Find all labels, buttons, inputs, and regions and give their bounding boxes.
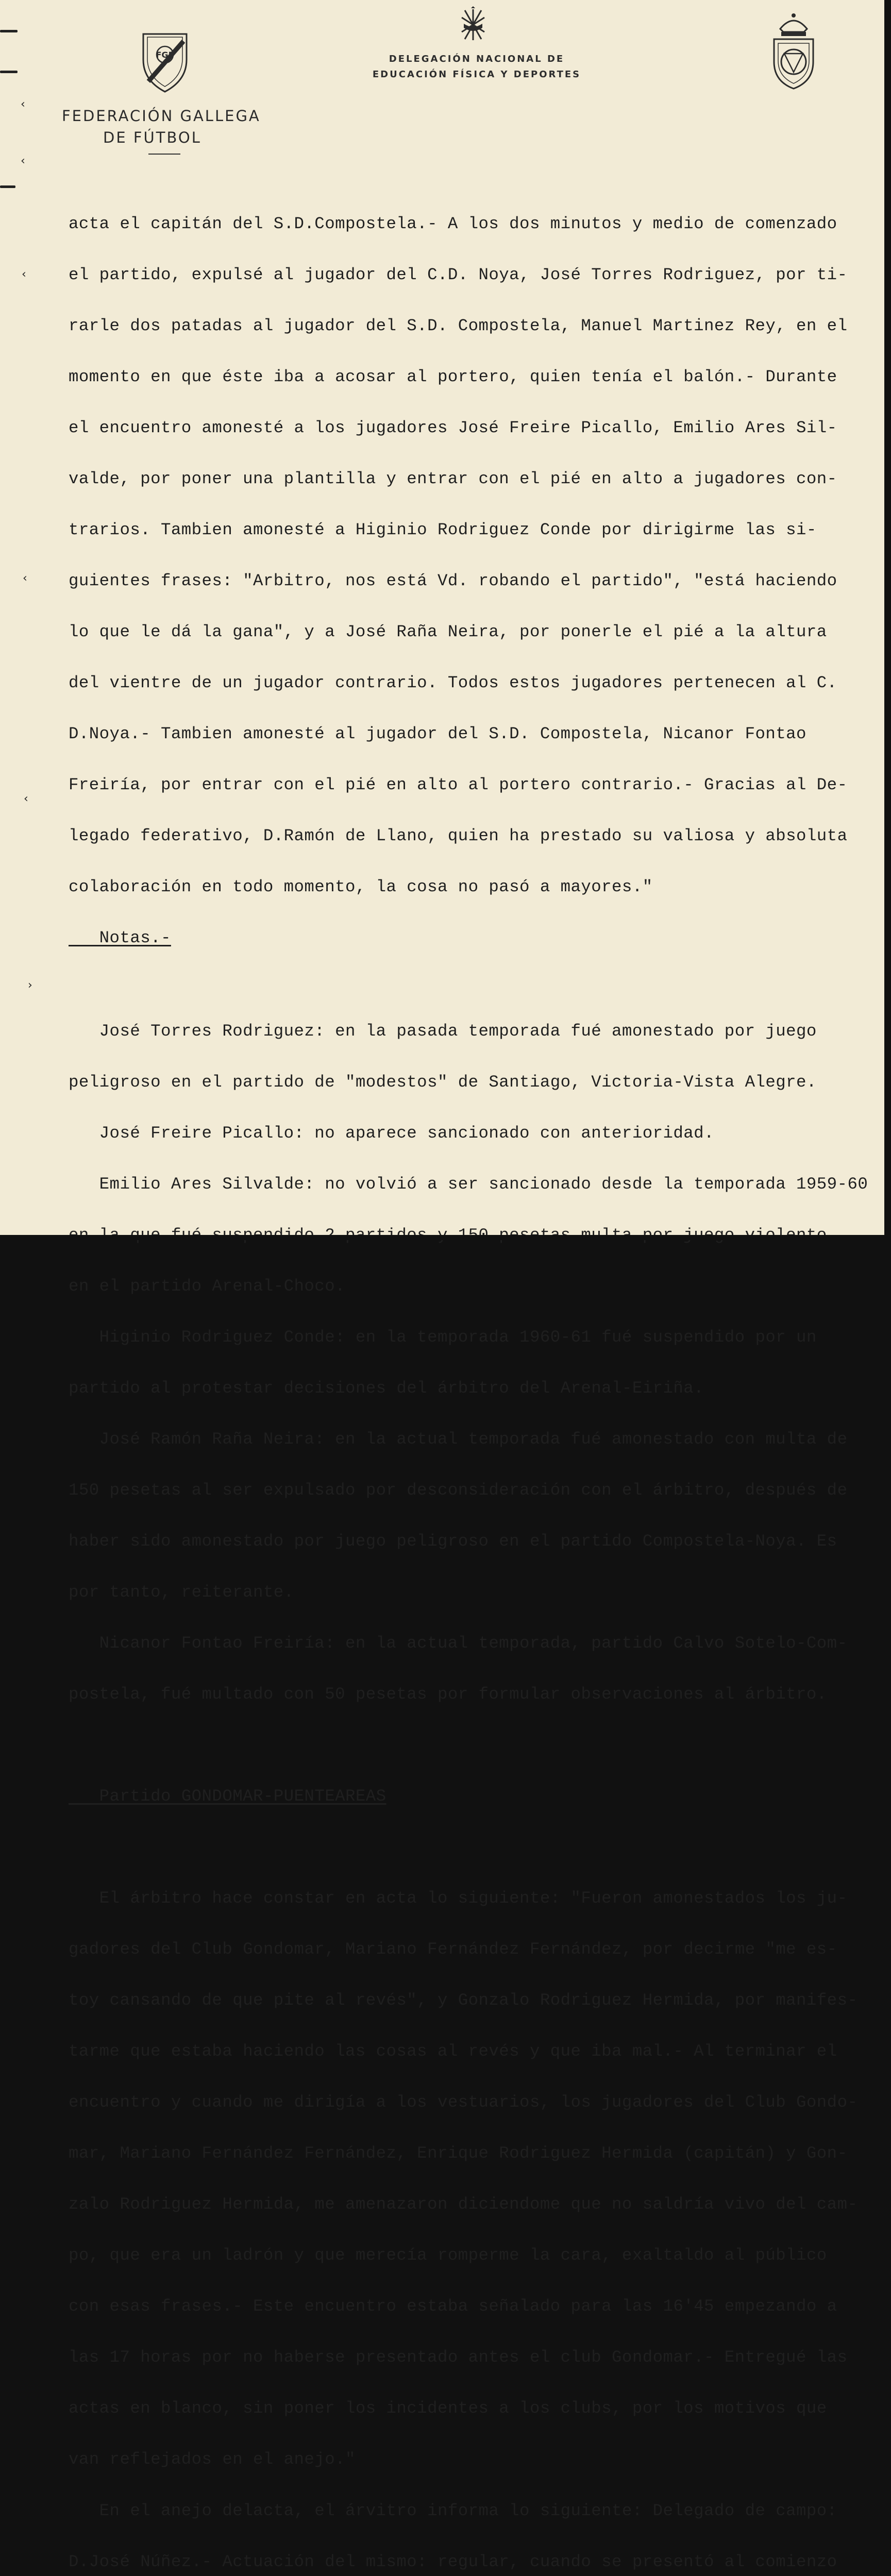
- text-line: gadores del Club Gondomar, Mariano Fernández Fernández, por decirme "me es-: [69, 1940, 837, 1959]
- text-line: valde, por poner una plantilla y entrar con el pié en alto a jugadores con-: [69, 469, 837, 488]
- crowned-shield-icon: [771, 11, 816, 90]
- text-line: trarios. Tambien amonesté a Higinio Rodriguez Conde por dirigirme las si-: [69, 520, 817, 539]
- text-line: 150 pesetas al ser expulsado por desconsideración con el árbitro, después de: [69, 1481, 848, 1500]
- text-line: legado federativo, D.Ramón de Llano, quien ha prestado su valiosa y absoluta: [69, 826, 848, 845]
- text-line: guientes frases: "Arbitro, nos está Vd. robando el partido", "está haciendo: [69, 571, 837, 590]
- text-line: El árbitro hace constar en acta lo siguiente: "Fueron amonestados los ju-: [69, 1889, 848, 1908]
- text-line: colaboración en todo momento, la cosa no pasó a mayores.": [69, 877, 653, 896]
- text-line: D.José Núñez.- Actuación del mismo: regular, cuando se presentó al comienzo: [69, 2552, 837, 2572]
- text-line: postela, fué multado con 50 pesetas por formular observaciones al árbitro.: [69, 1685, 827, 1704]
- text-line: momento en que éste iba a acosar al portero, quien tenía el balón.- Durante: [69, 367, 837, 386]
- text-line: por tanto, reiterante.: [69, 1583, 294, 1602]
- text-line: tarme que estaba haciendo las cosas al revés y que iba mal.- Al terminar el: [69, 2042, 837, 2061]
- text-line: el encuentro amonesté a los jugadores José Freire Picallo, Emilio Ares Sil-: [69, 418, 837, 437]
- federation-title-line-1: FEDERACIÓN GALLEGA: [62, 107, 261, 125]
- text-line: en el partido Arenal-Choco.: [69, 1277, 345, 1296]
- text-line: Higinio Rodriguez Conde: en la temporada 1960-61 fué suspendido por un: [69, 1328, 817, 1347]
- edge-tick: ‹: [21, 155, 25, 167]
- federation-title: [62, 105, 273, 148]
- typed-report-body: [69, 181, 883, 2576]
- text-line: encuentro y cuando me dirigía a los vestuarios, los jugadores del Club Gondo-: [69, 2093, 858, 2112]
- binding-mark: [0, 71, 18, 73]
- text-line: zalo Rodriguez Hermida, me amenazaron diciendome que no saldría vivo del cam-: [69, 2195, 858, 2214]
- edge-tick: ‹: [21, 98, 25, 111]
- text-line: José Torres Rodriguez: en la pasada temporada fué amonestado por juego: [69, 1022, 817, 1041]
- text-line: haber sido amonestado por juego peligroso en el partido Compostela-Noya. Es: [69, 1532, 837, 1551]
- match-heading: Partido GONDOMAR-PUENTEAREAS: [69, 1787, 386, 1806]
- text-line: partido al protestar decisiones del árbitro del Arenal-Eiriña.: [69, 1379, 704, 1398]
- text-line: las 17 horas por no haberse presentado antes el club Gondomar.- Entregué las: [69, 2348, 848, 2367]
- edge-tick: ‹: [24, 792, 28, 805]
- text-line: con esas frases.- Este encuentro estaba señalado para las 16'45 empezando a: [69, 2297, 837, 2316]
- federation-shield-icon: [138, 30, 192, 94]
- binding-mark: [0, 30, 18, 32]
- blank-line: [69, 1839, 883, 1856]
- delegation-line-2: EDUCACIÓN FÍSICA Y DEPORTES: [372, 69, 581, 80]
- yoke-and-arrows-icon: [458, 6, 489, 43]
- text-line: toy cansando de que pite al revés", y Gonzalo Rodriguez Hermida, por manifes-: [69, 1991, 858, 2010]
- text-line: José Ramón Raña Neira: en la actual temporada fué amonestado con multa de: [69, 1430, 848, 1449]
- text-line: mar, Mariano Fernández Fernández, Enrique Rodriguez Hermida (capitán) y Gon-: [69, 2144, 848, 2163]
- text-line: el partido, expulsé al jugador del C.D. Noya, José Torres Rodriguez, por ti-: [69, 265, 848, 284]
- edge-tick: ‹: [23, 572, 27, 585]
- scan-border-bottom: [0, 1235, 891, 1240]
- text-line: José Freire Picallo: no aparece sancionado con anterioridad.: [69, 1124, 714, 1143]
- text-line: po, que era un ladrón y que merecía romperme la cara, exaltaldo al público: [69, 2246, 827, 2265]
- edge-tick: ‹: [22, 268, 26, 281]
- edge-tick: ›: [28, 979, 32, 992]
- text-line: actas en blanco, sin poner los incidentes a los clubs, por los motivos que: [69, 2399, 827, 2418]
- blank-line: [69, 1737, 883, 1754]
- title-divider: [148, 154, 180, 155]
- blank-line: [69, 980, 883, 989]
- text-line: Freiría, por entrar con el pié en alto al portero contrario.- Gracias al De-: [69, 775, 848, 794]
- text-line: lo que le dá la gana", y a José Raña Neira, por ponerle el pié a la altura: [69, 622, 827, 641]
- text-line: En el anejo delacta, el árvitro informa lo siguiente: Delegado de campo:: [69, 2501, 837, 2520]
- text-line: acta el capitán del S.D.Compostela.- A los dos minutos y medio de comenzado: [69, 214, 837, 233]
- scan-border-right: [884, 0, 891, 1240]
- text-line: D.Noya.- Tambien amonesté al jugador del S.D. Compostela, Nicanor Fontao: [69, 724, 806, 743]
- text-line: rarle dos patadas al jugador del S.D. Compostela, Manuel Martinez Rey, en el: [69, 316, 848, 335]
- text-line: peligroso en el partido de "modestos" de Santiago, Victoria-Vista Alegre.: [69, 1073, 817, 1092]
- svg-text:FGF: FGF: [156, 50, 174, 60]
- notes-heading: Notas.-: [69, 928, 171, 947]
- delegation-line-1: DELEGACIÓN NACIONAL DE: [389, 54, 565, 64]
- text-line: Nicanor Fontao Freiría: en la actual temporada, partido Calvo Sotelo-Com-: [69, 1634, 848, 1653]
- binding-mark: [0, 185, 15, 188]
- delegation-header: [361, 52, 593, 82]
- text-line: Emilio Ares Silvalde: no volvió a ser sancionado desde la temporada 1959-60: [69, 1175, 868, 1194]
- federation-title-line-2: DE FÚTBOL: [103, 129, 201, 146]
- text-line: van reflejados en el anejo.": [69, 2450, 356, 2469]
- text-line: del vientre de un jugador contrario. Todos estos jugadores pertenecen al C.: [69, 673, 837, 692]
